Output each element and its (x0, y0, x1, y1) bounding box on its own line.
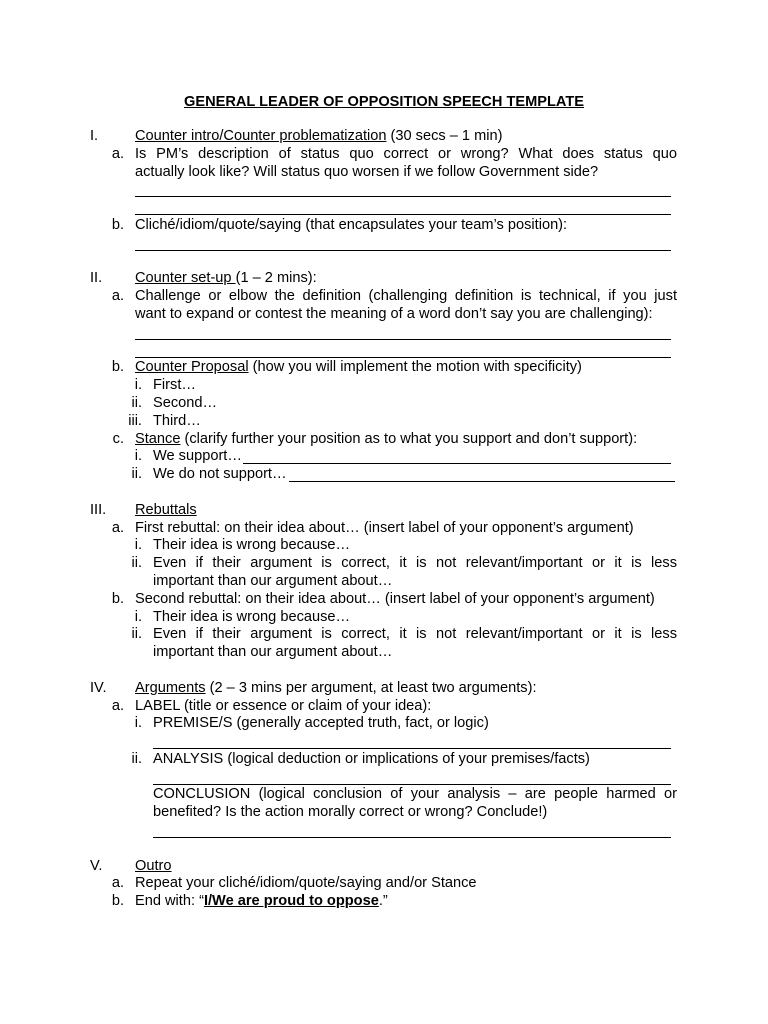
item-text-line (135, 431, 637, 449)
answer-blank-row (0, 181, 768, 199)
answer-blank-row (0, 324, 768, 342)
subitem-row (0, 609, 768, 627)
section-number: IV. (90, 679, 107, 696)
section-number: II. (90, 270, 103, 287)
subitem-text: Even if their argument is correct, it is not relevant/important or it is less (153, 555, 677, 572)
section-number: III. (90, 501, 107, 518)
answer-blank-line[interactable] (135, 214, 671, 215)
subitem-row-cont (0, 573, 768, 591)
answer-blank-line[interactable] (135, 357, 671, 358)
item-marker: a. (111, 288, 124, 305)
subitem-row (0, 377, 768, 395)
subitem-text: ANALYSIS (logical deduction or implications of your premises/facts) (153, 750, 590, 767)
item-marker: a. (111, 145, 124, 162)
item-row (0, 520, 768, 538)
section-heading-detail: (2 – 3 mins per argument, at least two arguments): (205, 679, 537, 696)
subitem-text: Third… (153, 412, 201, 429)
subitem-text: Their idea is wrong because… (153, 537, 351, 554)
item-heading: Stance (135, 430, 181, 447)
section-heading-line (135, 680, 537, 698)
subitem-text: Their idea is wrong because… (153, 608, 351, 625)
item-text-line (135, 359, 582, 377)
subitem-marker: ii. (131, 394, 142, 411)
spacer (0, 840, 768, 858)
section-heading-line (135, 128, 502, 146)
section-heading-line (135, 270, 317, 288)
item-heading: Counter Proposal (135, 359, 249, 376)
item-text: LABEL (title or essence or claim of your idea): (135, 697, 432, 714)
subitem-text: Even if their argument is correct, it is not relevant/important or it is less (153, 626, 677, 643)
subitem-text: CONCLUSION (logical conclusion of your analysis – are people harmed or (153, 786, 677, 803)
subitem-marker: i. (134, 537, 142, 554)
item-detail: (how you will implement the motion with specificity) (248, 359, 582, 376)
section-5-heading-row (0, 858, 768, 876)
section-heading: Rebuttals (135, 501, 197, 518)
subitem-marker: ii. (131, 750, 142, 767)
section-1-heading-row (0, 128, 768, 146)
answer-blank-row (0, 342, 768, 360)
subitem-text: important than our argument about… (153, 572, 393, 589)
subitem-row (0, 413, 768, 431)
subitem-row (0, 466, 768, 484)
answer-blank-row (0, 733, 768, 751)
item-text: Cliché/idiom/quote/saying (that encapsulates your team’s position): (135, 216, 568, 233)
subitem-text: First… (153, 377, 196, 394)
subitem-text: benefited? Is the action morally correct or wrong? Conclude!) (153, 804, 548, 821)
section-number: V. (90, 857, 103, 874)
section-heading-detail: (1 – 2 mins): (235, 270, 317, 287)
item-text: actually look like? Will status quo worsen if we follow Government side? (135, 163, 599, 180)
section-3-heading-row (0, 502, 768, 520)
section-heading: Counter intro/Counter problematization (135, 128, 387, 144)
section-number: I. (90, 128, 99, 144)
spacer (0, 662, 768, 680)
section-heading: Arguments (135, 679, 206, 696)
item-row (0, 591, 768, 609)
item-text: Is PM’s description of status quo correct or wrong? What does status quo (135, 145, 677, 162)
answer-blank-row (0, 822, 768, 840)
item-row (0, 875, 768, 893)
item-text: Challenge or elbow the definition (challenging definition is technical, if you just (135, 288, 677, 305)
item-row (0, 146, 768, 164)
subitem-text: Second… (153, 394, 218, 411)
subitem-marker: iii. (128, 412, 142, 429)
item-text: First rebuttal: on their idea about… (insert label of your opponent’s argument) (135, 519, 634, 536)
answer-blank-line[interactable] (153, 748, 671, 749)
subitem-text: We support… (153, 448, 242, 465)
item-detail: (clarify further your position as to what you support and don’t support): (180, 430, 638, 447)
answer-blank-line[interactable] (289, 481, 675, 482)
document-title: GENERAL LEADER OF OPPOSITION SPEECH TEMPLATE (183, 94, 585, 110)
answer-blank-line[interactable] (153, 837, 671, 838)
item-row (0, 893, 768, 911)
section-heading: Outro (135, 857, 172, 874)
answer-blank-line[interactable] (135, 339, 671, 340)
subitem-row (0, 715, 768, 733)
subitem-text: PREMISE/S (generally accepted truth, fact, or logic) (153, 715, 489, 732)
subitem-row (0, 537, 768, 555)
subitem-text: important than our argument about… (153, 644, 393, 661)
subitem-text: We do not support… (153, 466, 287, 483)
subitem-row-cont (0, 644, 768, 662)
answer-blank-line[interactable] (135, 196, 671, 197)
closing-phrase: I/We are proud to oppose (203, 893, 379, 910)
subitem-row (0, 448, 768, 466)
section-4-heading-row (0, 680, 768, 698)
subitem-marker: ii. (131, 466, 142, 483)
answer-blank-row (0, 235, 768, 253)
spacer (0, 253, 768, 271)
closing-suffix: .” (378, 893, 388, 910)
subitem-row (0, 751, 768, 769)
item-marker: a. (111, 697, 124, 714)
subitem-row (0, 786, 768, 804)
item-marker: b. (111, 893, 124, 910)
item-row (0, 288, 768, 306)
item-row-cont (0, 164, 768, 182)
spacer (0, 484, 768, 502)
item-marker: b. (111, 590, 124, 607)
item-marker: b. (111, 359, 124, 376)
subitem-marker: i. (134, 715, 142, 732)
section-heading: Counter set-up (135, 270, 236, 287)
subitem-row (0, 395, 768, 413)
subitem-marker: ii. (131, 626, 142, 643)
item-row (0, 217, 768, 235)
item-row (0, 698, 768, 716)
item-text: Second rebuttal: on their idea about… (insert label of your opponent’s argument) (135, 590, 655, 607)
subitem-row-cont (0, 804, 768, 822)
item-text-line (135, 893, 388, 911)
closing-prefix: End with: “ (135, 893, 204, 910)
item-row (0, 359, 768, 377)
subitem-row (0, 555, 768, 573)
item-marker: b. (111, 216, 124, 233)
subitem-marker: ii. (131, 555, 142, 572)
item-text: want to expand or contest the meaning of a word don’t say you are challenging): (135, 305, 653, 322)
item-marker: c. (112, 430, 124, 447)
item-marker: a. (111, 875, 124, 892)
subitem-marker: i. (134, 608, 142, 625)
item-row (0, 431, 768, 449)
answer-blank-line[interactable] (243, 463, 671, 464)
document-body (0, 128, 768, 911)
answer-blank-row (0, 769, 768, 787)
section-heading-detail: (30 secs – 1 min) (386, 128, 503, 144)
item-row-cont (0, 306, 768, 324)
answer-blank-row (0, 199, 768, 217)
answer-blank-line[interactable] (153, 784, 671, 785)
answer-blank-line[interactable] (135, 250, 671, 251)
item-text: Repeat your cliché/idiom/quote/saying and/or Stance (135, 875, 477, 892)
section-2-heading-row (0, 270, 768, 288)
subitem-row (0, 626, 768, 644)
item-marker: a. (111, 519, 124, 536)
subitem-marker: i. (134, 448, 142, 465)
subitem-marker: i. (134, 377, 142, 394)
